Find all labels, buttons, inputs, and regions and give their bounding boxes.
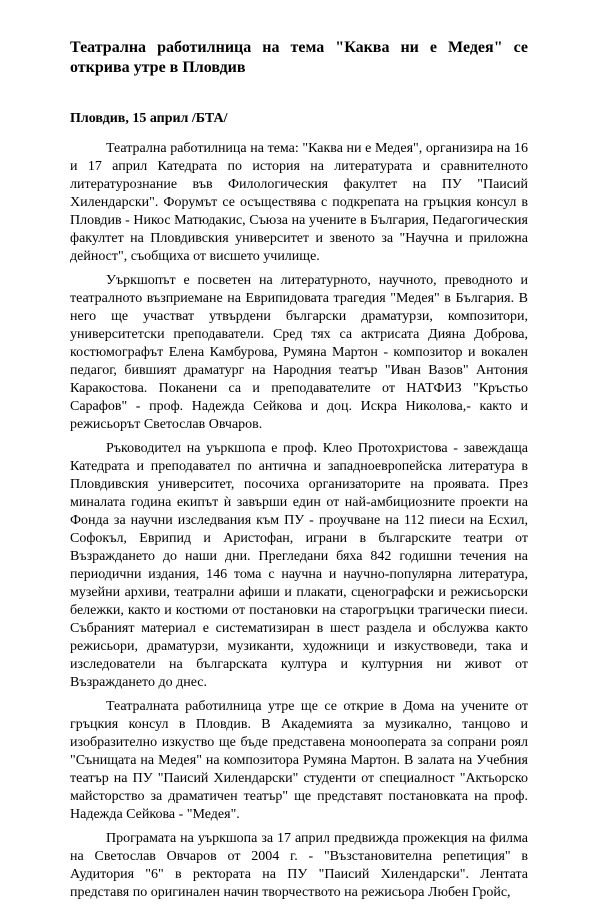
- article-paragraph: Уъркшопът е посветен на литературното, научното, преводното и театралното възприемане на Еврипидовата трагедия "Медея" в България. В него ще участват утвърдени български драматурзи, композитори, университетски преподаватели. Сред тях са актрисата Дияна Доброва, костюмографът Елена Камбурова, Румяна Мартон - композитор и вокален педагог, бившият драматург на Народния театър "Иван Вазов" Антония Каракостова. Поканени са и преподавателите от НАТФИЗ "Кръстьо Сарафов" - проф. Надежда Сейкова и доц. Искра Николова,- както и режисьорът Светослав Овчаров.: [70, 273, 528, 432]
- article-paragraph: Програмата на уъркшопа за 17 април предвижда прожекция на филма на Светослав Овчаров от 2004 г. - "Възстановителна репетиция" в Аудитория "6" в ректората на ПУ "Паисий Хилендарски". Лентата представя по оригинален начин творчеството на режисьора Любен Гройс,: [70, 831, 528, 900]
- article-paragraph: Театрална работилница на тема: "Каква ни е Медея", организира на 16 и 17 април Катедрата по история на литературата и сравнителното литературознание във Филологическия факултет на ПУ "Паисий Хилендарски". Форумът се осъществява с подкрепата на гръцкия консул в Пловдив - Никос Матюдакис, Съюза на учените в България, Педагогическия факултет на Пловдивския университет и звеното за "Научна и приложна дейност", съобщиха от висшето училище.: [70, 141, 528, 264]
- article-paragraph: Театралната работилница утре ще се открие в Дома на учените от гръцкия консул в Пловдив. В Академията за музикално, танцово и изобразително изкуство ще бъде представена монооперата за сопрани роял "Сънищата на Медея" на композитора Румяна Мартон. В залата на Учебния театър на ПУ "Паисий Хилендарски" студенти от специалност "Актьорско майсторство за драматичен театър" ще представят постановката на проф. Надежда Сейкова - "Медея".: [70, 699, 528, 822]
- article-title: Театрална работилница на тема "Каква ни е Медея" се открива утре в Пловдив: [70, 39, 528, 76]
- document-page: [70, 30, 528, 908]
- article-paragraph: Ръководител на уъркшопа е проф. Клео Протохристова - завеждаща Катедрата и преподавател по антична и западноевропейска литература в Пловдивския университет, посочиха организаторите на проявата. През миналата година екипът ѝ завърши един от най-амбициозните проекти на Фонда за научни изследвания към ПУ - проучване на 112 пиеси на Есхил, Софокъл, Еврипид и Аристофан, играни в българските театри от Възраждането до наши дни. Прегледани бяха 842 годишни течения на периодични издания, 146 тома с научна и научно-популярна литература, музейни архиви, театрални афиши и плакати, сценографски и режисьорски бележки, както и костюми от постановки на старогръцки трагически пиеси. Събраният материал е систематизиран в шест раздела и обслужва както режисьори, драматурзи, музиканти, художници и изкуствоведи, така и изследователи на българската култура и културния ни живот от Възраждането до днес.: [70, 441, 528, 690]
- article-body: [70, 140, 528, 902]
- article-dateline: Пловдив, 15 април /БТА/: [70, 111, 228, 126]
